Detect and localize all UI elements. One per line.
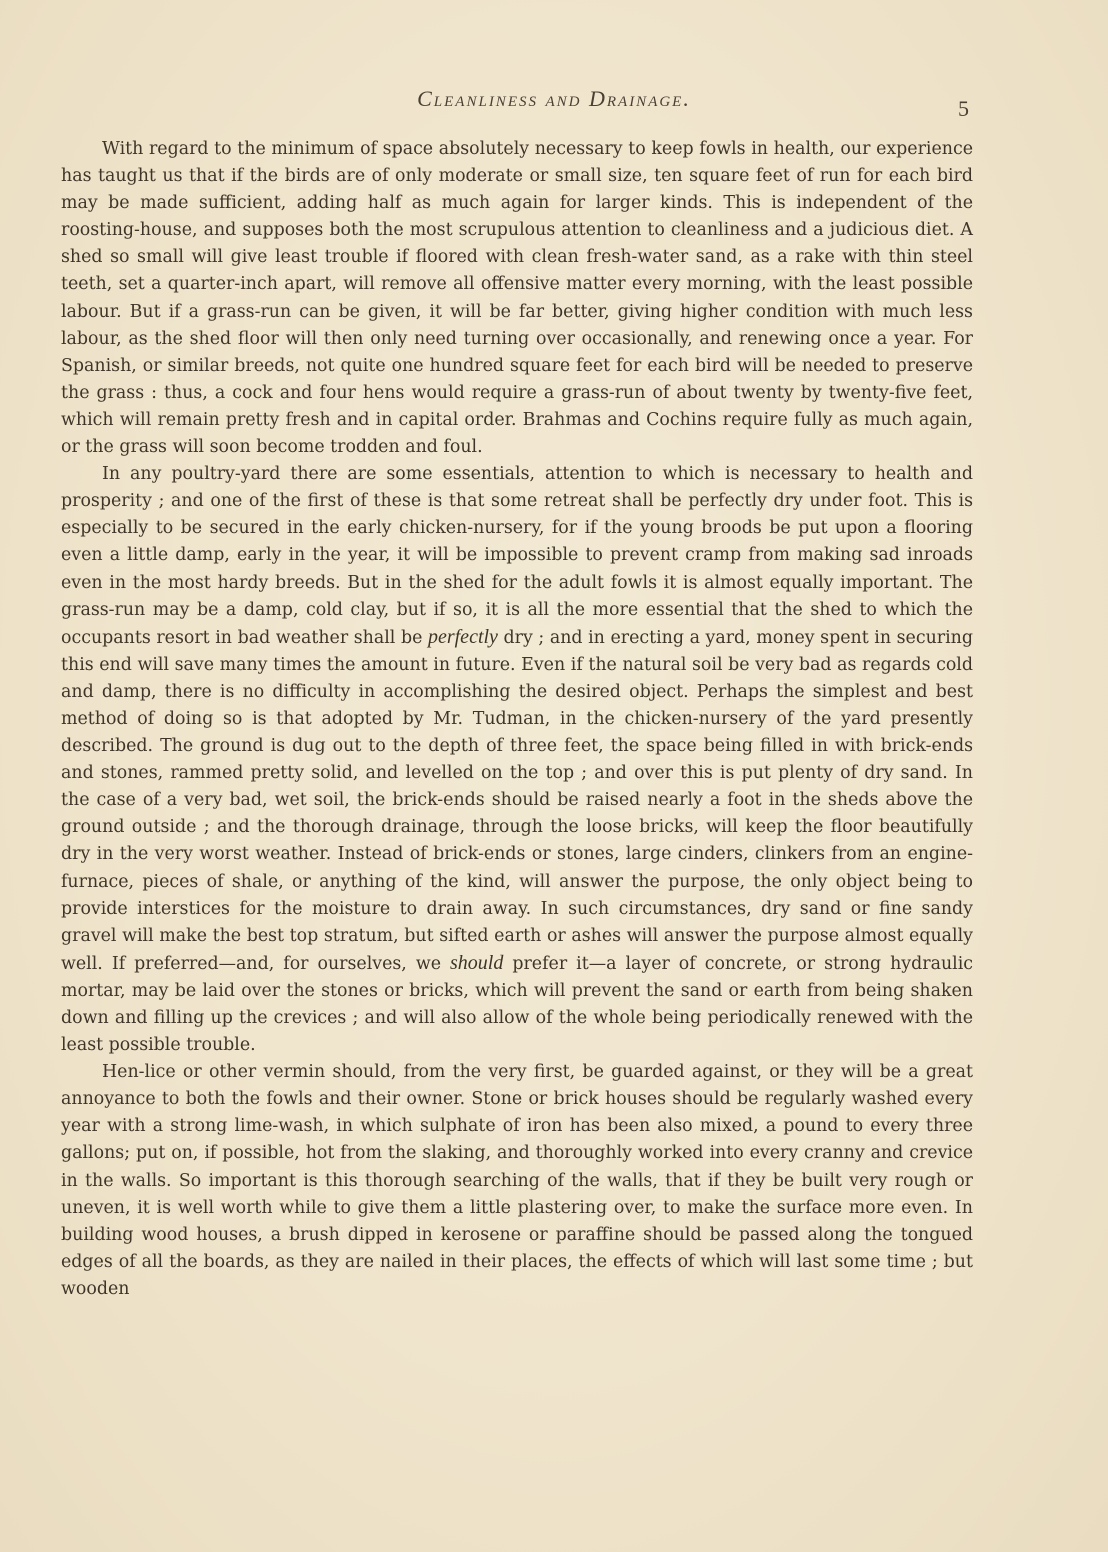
paragraph — [61, 1059, 973, 1303]
text-run: dry ; and in erecting a yard, money spent in securing this end will save many times the amount in future. Even if the natural soil be very bad as regards cold and damp, there is no difficulty in accomplishing the desired object. Perhaps the simplest and best method of doing so is that adopted by Mr. Tudman, in the chicken-nursery of the yard presently described. The ground is dug out to the depth of three feet, the space being filled in with brick-ends and stones, rammed pretty solid, and levelled on the top ; and over this is put plenty of dry sand. In the case of a very bad, wet soil, the brick-ends should be raised nearly a foot in the sheds above the ground outside ; and the thorough drainage, through the loose bricks, will keep the floor beautifully dry in the very worst weather. Instead of brick-ends or stones, large cinders, clinkers from an engine-furnace, pieces of shale, or anything of the kind, will answer the purpose, the only object being to provide interstices for the moisture to drain away. In such circumstances, dry sand or fine sandy gravel will make the best top stratum, but sifted earth or ashes will answer the purpose almost equally well. If preferred—and, for ourselves, we — [61, 627, 973, 974]
text-run: In any poultry-yard there are some essentials, attention to which is necessary to health and prosperity ; and one of the first of these is that some retreat shall be perfectly dry under foot. This is especially to be secured in the early chicken-nursery, for if the young broods be put upon a flooring even a little damp, early in the year, it will be impossible to prevent cramp from making sad inroads even in the most hardy breeds. But in the shed for the adult fowls it is almost equally important. The grass-run may be a damp, cold clay, but if so, it is all the more essential that the shed to which the occupants resort in bad weather shall be — [61, 464, 973, 648]
paragraph — [61, 136, 973, 461]
text-run: Hen-lice or other vermin should, from the very first, be guarded against, or they will be a great annoyance to both the fowls and their owner. Stone or brick houses should be regularly washed every year with a strong lime-wash, in which sulphate of iron has been also mixed, a pound to every three gallons; put on, if possible, hot from the slaking, and thoroughly worked into every cranny and crevice in the walls. So important is this thorough searching of the walls, that if they be built very rough or uneven, it is well worth while to give them a little plastering over, to make the surface more even. In building wood houses, a brush dipped in kerosene or paraffine should be passed along the tongued edges of all the boards, as they are nailed in their places, the effects of which will last some time ; but wooden — [61, 1062, 973, 1299]
running-head: Cleanliness and Drainage. — [417, 86, 691, 111]
paragraph — [61, 461, 973, 1059]
text-run: prefer it—a layer of concrete, or strong hydraulic mortar, may be laid over the stones or bricks, which will prevent the sand or earth from being shaken down and filling up the crevices ; and will also allow of the whole being periodically renewed with the least possible trouble. — [61, 953, 974, 1056]
text-run: With regard to the minimum of space absolutely necessary to keep fowls in health, our experience has taught us that if the birds are of only moderate or small size, ten square feet of run for each bird may be made sufficient, adding half as much again for larger kinds. This is independent of the roosting-house, and supposes both the most scrupulous attention to cleanliness and a judicious diet. A shed so small will give least trouble if floored with clean fresh-water sand, as a rake with thin steel teeth, set a quarter-inch apart, will remove all offensive matter every morning, with the least possible labour. But if a grass-run can be given, it will be far better, giving higher condition with much less labour, as the shed floor will then only need turning over occasionally, and renewing once a year. For Spanish, or similar breeds, not quite one hundred square feet for each bird will be needed to preserve the grass : thus, a cock and four hens would require a grass-run of about twenty by twenty-five feet, which will remain pretty fresh and in capital order. Brahmas and Cochins require fully as much again, or the grass will soon become trodden and foul. — [61, 139, 973, 458]
italic-text-run: perfectly — [427, 625, 498, 648]
page-number: 5 — [958, 96, 969, 121]
body-text — [61, 136, 973, 1303]
italic-text-run: should — [450, 951, 504, 974]
